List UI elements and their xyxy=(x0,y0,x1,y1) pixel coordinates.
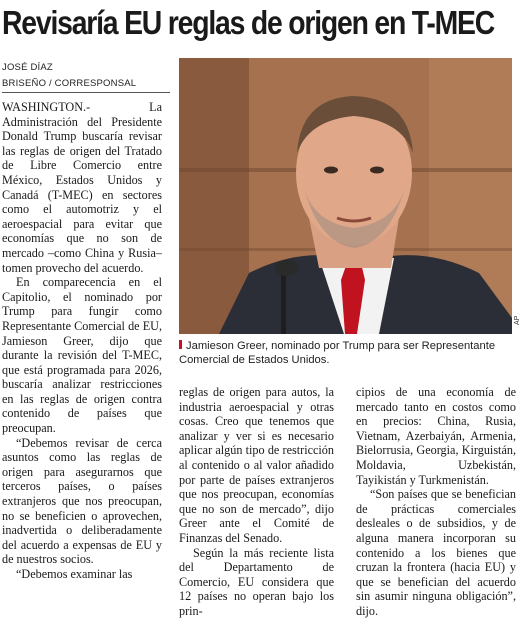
portrait-illustration xyxy=(179,58,512,334)
photo-credit: AP xyxy=(514,315,521,325)
caption-text: Jamieson Greer, nominado por Trump para ser Representante Comercial de Estados Unidos. xyxy=(179,340,496,366)
paragraph: reglas de origen para autos, la industria aeroespacial y otras cosas. Creo que tenemos que analizar y ver si es necesario aplicar algún tipo de restricción al contenido o al valor añadido por parte de países extranjeros que nos preocupan, economías que no son de mercado”, dijo Greer ante el Comité de Finanzas del Senado. xyxy=(179,385,334,545)
paragraph: En comparecencia en el Capitolio, el nominado por Trump para fungir como Representante Comercial de EU, Jamieson Greer, dijo que durante la revisión del T-MEC, que está programada para 2026, buscaría analizar restricciones en las reglas de origen contra contenido de países que preocupan. xyxy=(2,275,162,436)
byline-author: JOSÉ DÍAZ xyxy=(2,62,53,73)
paragraph: “Debemos revisar de cerca asuntos como las reglas de origen para asegurarnos que terceros países, o países extranjeros que nos preocupan, no se beneficien o aprovechen, inadvertida o deliberadamente del acuerdo a expensas de EU y de nuestros socios. xyxy=(2,435,162,567)
byline-role: BRISEÑO / CORRESPONSAL xyxy=(2,78,137,89)
photo-caption xyxy=(179,339,514,367)
headline: Revisaría EU reglas de origen en T-MEC xyxy=(2,4,495,41)
news-photo xyxy=(179,58,512,334)
paragraph: cipios de una economía de mercado tanto en costos como en precios: China, Rusia, Vietnam, Azerbaiyán, Armenia, Bielorrusia, Georgia, Kirguistán, Moldavia, Uzbekistán, Tayikistán y Turkmenistán. xyxy=(356,385,516,487)
paragraph: WASHINGTON.- La Administración del Presidente Donald Trump buscaría revisar las reglas de origen del Tratado de Libre Comercio entre México, Estados Unidos y Canadá (T-MEC) en sectores como el automotriz y el aeroespacial para evitar que economías que no son de mercado –como China y Rusia– tomen provecho del acuerdo. xyxy=(2,100,162,275)
paragraph: “Son países que se benefician de prácticas comerciales desleales o de subsidios, y de alguna manera incorporan su contenido a los bienes que cruzan la frontera (hacia EU) y que se benefician del acuerdo sin asumir ninguna obligación”, dijo. xyxy=(356,487,516,618)
article-column-1 xyxy=(2,100,162,582)
caption-marker xyxy=(179,340,182,349)
paragraph: “Debemos examinar las xyxy=(16,567,133,581)
article-column-2 xyxy=(179,385,334,619)
paragraph: Según la más reciente lista del Departamento de Comercio, EU considera que 12 países no operan bajo los prin- xyxy=(179,545,334,618)
byline-divider xyxy=(2,92,170,93)
article-column-3 xyxy=(356,385,516,619)
